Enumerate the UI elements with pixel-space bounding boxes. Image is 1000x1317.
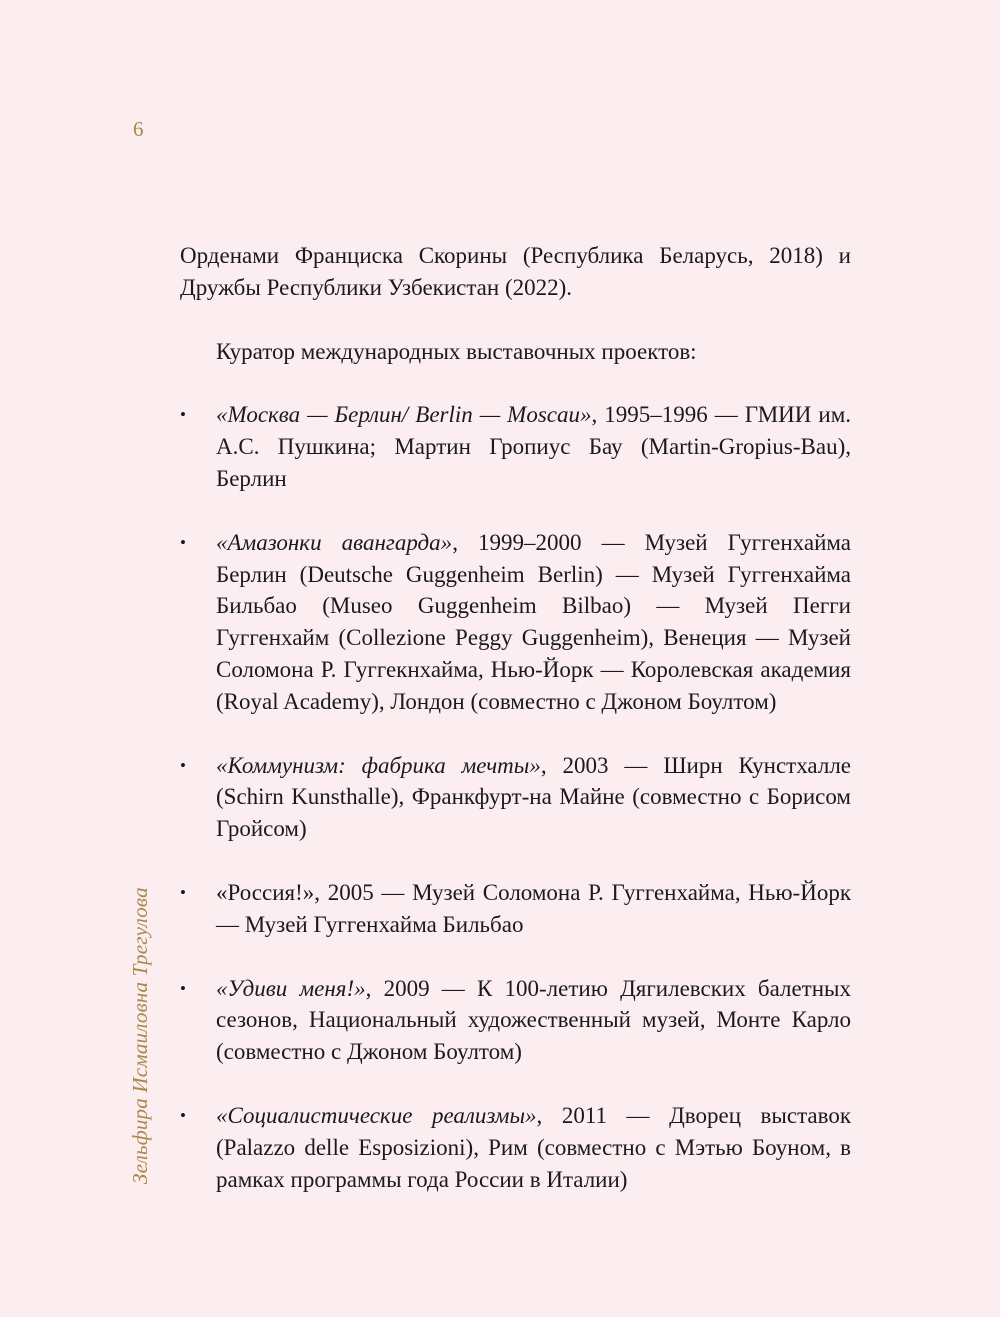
project-title: «Амазонки авангарда» — [216, 529, 453, 555]
project-title: «Москва — Берлин/ Berlin — Moscau» — [216, 402, 592, 428]
project-details: , 1995–1996 — ГМИИ им. А.С. Пушкина; Мартин Гропиус Бау (Martin-Gropius-Bau), Берлин — [216, 402, 851, 491]
project-details: «Россия!», 2005 — Музей Соломона Р. Гуггенхайма, Нью-Йорк — Музей Гуггенхайма Бильбао — [216, 879, 851, 937]
project-details: , 2009 — К 100-летию Дягилевских балетных сезонов, Национальный художественный музей, Монте Карло (совместно с Джоном Боултом) — [216, 975, 851, 1065]
list-item — [180, 399, 851, 494]
list-item — [180, 750, 851, 845]
curator-heading: Куратор международных выставочных проектов: — [216, 338, 697, 364]
project-title: «Удиви меня!» — [216, 975, 366, 1001]
project-title: «Коммунизм: фабрика мечты» — [216, 752, 541, 778]
project-details: , 2003 — Ширн Кунстхалле (Schirn Kunsthalle), Франкфурт-на Майне (совместно с Борисом Гройсом) — [216, 752, 851, 842]
projects-list — [180, 399, 851, 1195]
project-title: «Социалистические реализмы» — [216, 1102, 537, 1128]
main-text — [180, 240, 851, 1227]
project-details: , 1999–2000 — Музей Гуггенхайма Берлин (Deutsche Guggenheim Berlin) — Музей Гуггенхайма Бильбао (Museo Guggenheim Bilbao) — Музей Пегги Гуггенхайм (Collezione Peggy Guggenheim), Венеция — Музей Соломона Р. Гуггекнхайма, Нью-Йорк — Королевская академия (Royal Academy), Лондон (совместно с Джоном Боултом) — [216, 529, 852, 714]
list-item — [180, 527, 851, 718]
project-details: , 2011 — Дворец выставок (Palazzo delle Esposizioni), Рим (совместно с Мэтью Боуном, в рамках программы года России в Италии) — [216, 1102, 851, 1192]
list-item — [180, 973, 851, 1068]
awards-paragraph: Орденами Франциска Скорины (Республика Беларусь, 2018) и Дружбы Республики Узбекистан (2022). — [180, 243, 851, 300]
list-item — [180, 877, 851, 941]
page-number: 6 — [133, 117, 144, 141]
running-head-author: Зельфира Исмаиловна Трегулова — [128, 887, 152, 1184]
list-item — [180, 1100, 851, 1195]
